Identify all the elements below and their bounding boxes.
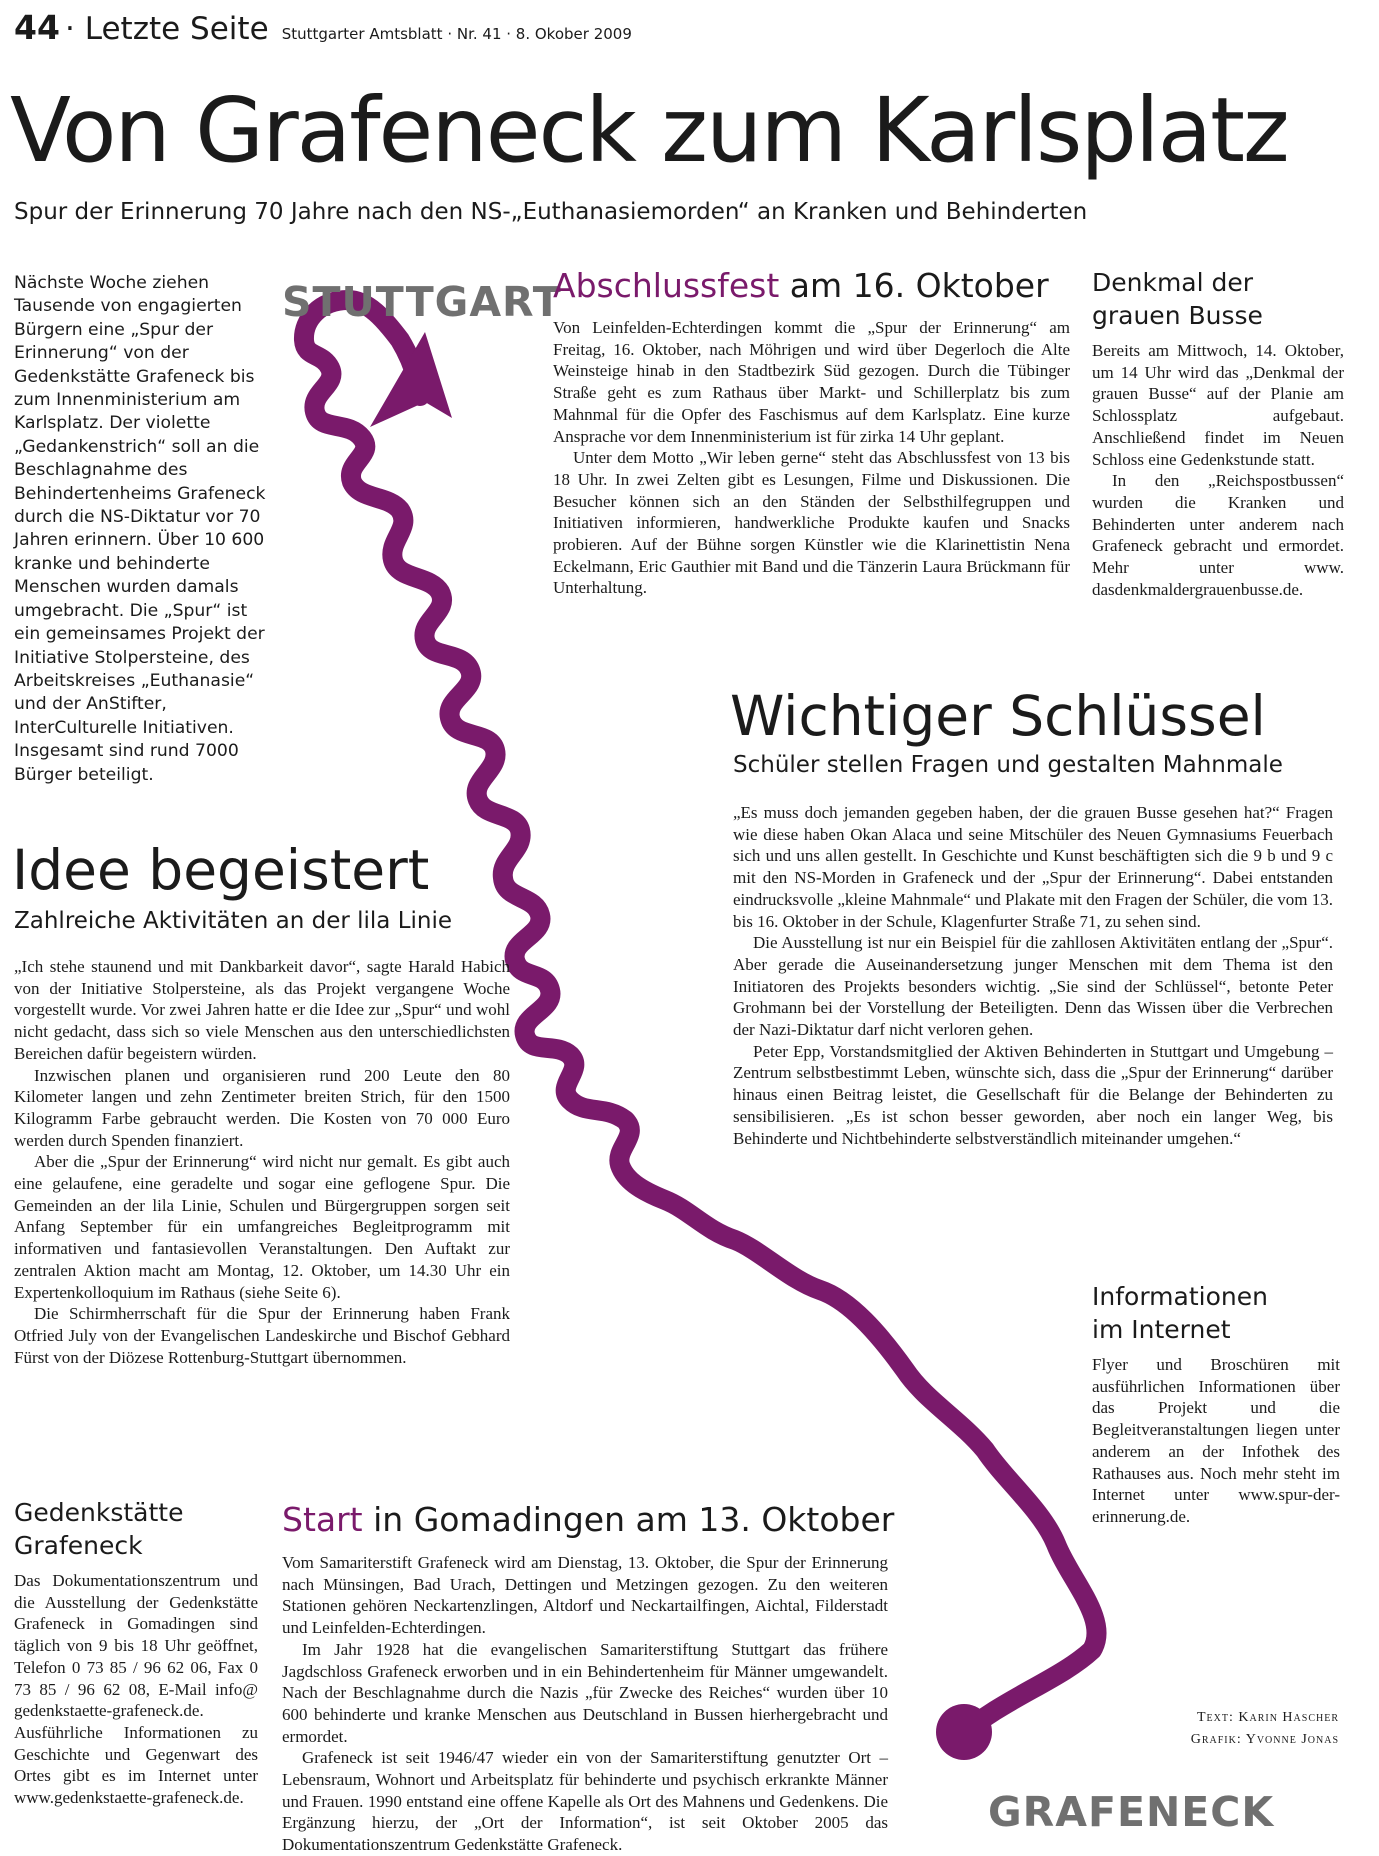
denkmal-heading xyxy=(1092,266,1263,332)
schluessel-article xyxy=(733,802,1333,1149)
info-paragraph: Flyer und Broschüren mit ausführlichen Informationen über das Projekt und die Begleitveranstaltungen liegen unter anderem an der Infothek des Rathauses aus. Noch mehr steht im Internet unter www.spur-der-erinnerung.de. xyxy=(1092,1355,1340,1526)
denkmal-heading-line: grauen Busse xyxy=(1092,301,1263,330)
schluessel-paragraph: Die Ausstellung ist nur ein Beispiel für die zahllosen Aktivitäten entlang der „Spur“. Aber gerade die Auseinandersetzung junger Menschen mit dem Thema ist den Initiatoren des Projekts besonders wichtig. „Sie sind der Schlüssel“, betonte Peter Grohmann bei der Vorstellung der Beteiligten. Denn das Wissen über die Verbrechen der Nazi-Diktatur darf nicht verloren gehen. xyxy=(733,933,1333,1040)
place-label-stuttgart: STUTTGART xyxy=(282,278,562,326)
start-paragraph: Grafeneck ist seit 1946/47 wieder ein von der Samariterstiftung genutzter Ort – Lebensraum, Wohnort und Arbeitsplatz für behinderte und psychisch erkrankte Männer und Frauen. 1990 entstand eine offene Kapelle als Ort des Mahnens und Gedenkens. Die Ergänzung hierzu, der „Ort der Information“, ist seit Oktober 2005 das Dokumentationszentrum Gedenkstätte Grafeneck. xyxy=(282,1748,888,1855)
place-label-grafeneck: GRAFENECK xyxy=(988,1788,1275,1836)
start-article xyxy=(282,1552,888,1856)
idee-paragraph: Aber die „Spur der Erinnerung“ wird nicht nur gemalt. Es gibt auch eine gelaufene, eine geradelte und sogar eine geflogene Spur. Die Gemeinden an der lila Linie, Schulen und Bürgergruppen sorgen seit Anfang September für ein umfangreiches Begleitprogramm mit informativen und fantasievollen Veranstaltungen. Den Auftakt zur zentralen Aktion macht am Montag, 12. Oktober, um 14.30 Uhr ein Expertenkolloquium im Rathaus (siehe Seite 6). xyxy=(14,1152,510,1302)
gedenkstaette-heading-line: Grafeneck xyxy=(14,1531,143,1560)
start-heading-rest: in Gomadingen am 13. Oktober xyxy=(362,1500,895,1539)
schluessel-paragraph: „Es muss doch jemanden gegeben haben, der die grauen Busse gesehen hat?“ Fragen wie diese haben Okan Alaca und seine Mitschüler des Neuen Gymnasiums Feuerbach sich und uns allen gestellt. In Geschichte und Kunst beschäftigten sich die 9 b und 9 c mit den NS-Morden in Grafeneck und der „Spur der Erinnerung“. Dabei entstanden eindrucksvolle „kleine Mahnmale“ und Plakate mit den Fragen der Schüler, die vom 13. bis 16. Oktober in der Schule, Klagenfurter Straße 71, zu sehen sind. xyxy=(733,803,1333,931)
trail-start-dot xyxy=(936,1704,992,1760)
gedenkstaette-article xyxy=(14,1570,258,1809)
idee-subheading: Zahlreiche Aktivitäten an der lila Linie xyxy=(14,908,453,934)
credits xyxy=(1134,1707,1339,1751)
masthead xyxy=(14,8,632,47)
info-heading-line: im Internet xyxy=(1092,1315,1231,1344)
abschluss-heading xyxy=(553,266,1049,305)
schluessel-subheading: Schüler stellen Fragen und gestalten Mahnmale xyxy=(733,752,1283,778)
section-name: · Letzte Seite xyxy=(65,11,269,47)
abschluss-article xyxy=(553,317,1070,599)
intro-text: Nächste Woche ziehen Tausende von engagierten Bürgern eine „Spur der Erinnerung“ von der Gedenkstätte Grafeneck bis zum Innenministerium am Karlsplatz. Der violette „Gedankenstrich“ soll an die Beschlagnahme des Behindertenheims Grafeneck durch die NS-Diktatur vor 70 Jahren erinnern. Über 10 600 kranke und behinderte Menschen wurden damals umgebracht. Die „Spur“ ist ein gemeinsames Projekt der Initiative Stolpersteine, des Arbeitskreises „Euthanasie“ und der AnStifter, InterCulturelle Initiativen. Insgesamt sind rund 7000 Bürger beteiligt. xyxy=(14,273,266,785)
denkmal-paragraph: In den „Reichspostbussen“ wurden die Kranken und Behinderten unter anderem nach Grafeneck gebracht und ermordet. Mehr unter www. dasdenkmaldergrauenbusse.de. xyxy=(1092,471,1344,599)
abschluss-heading-rest: am 16. Oktober xyxy=(779,266,1049,305)
publication-info: Stuttgarter Amtsblatt · Nr. 41 · 8. Okober 2009 xyxy=(281,25,632,43)
idee-heading: Idee begeistert xyxy=(12,838,430,902)
page-number: 44 xyxy=(14,8,60,47)
abschluss-paragraph: Von Leinfelden-Echterdingen kommt die „Spur der Erinnerung“ am Freitag, 16. Oktober, nach Möhrigen und wird über Degerloch die Alte Weinsteige hinab in den Stadtbezirk Süd gezogen. Durch die Tübinger Straße geht es zum Rathaus über Markt- und Schillerplatz bis zum Mahnmal für die Opfer des Faschismus auf dem Karlsplatz. Eine kurze Ansprache vor dem Innenministerium ist für zirka 14 Uhr geplant. xyxy=(553,318,1070,446)
schluessel-heading: Wichtiger Schlüssel xyxy=(730,684,1266,748)
idee-paragraph: Die Schirmherrschaft für die Spur der Erinnerung haben Frank Otfried July von der Evangelischen Landeskirche und Bischof Gebhard Fürst von der Diözese Rottenburg-Stuttgart übernommen. xyxy=(14,1304,510,1367)
info-article xyxy=(1092,1354,1340,1528)
denkmal-article xyxy=(1092,340,1344,600)
page-subtitle: Spur der Erinnerung 70 Jahre nach den NS-„Euthanasiemorden“ an Kranken und Behinderten xyxy=(14,199,1088,225)
abschluss-paragraph: Unter dem Motto „Wir leben gerne“ steht das Abschlussfest von 13 bis 18 Uhr. In zwei Zelten gibt es Lesungen, Filme und Diskussionen. Die Besucher können sich an den Ständen der Selbsthilfegruppen und Initiativen informieren, handwerkliche Produkte kaufen und Snacks probieren. Auf der Bühne sorgen Künstler wie die Klarinettistin Nena Eckelmann, Eric Gauthier mit Band und die Tänzerin Laura Brückmann für Unterhaltung. xyxy=(553,448,1070,598)
gedenkstaette-paragraph: Das Dokumentationszentrum und die Ausstellung der Gedenkstätte Grafeneck in Gomadingen sind täglich von 9 bis 18 Uhr geöffnet, Telefon 0 73 85 / 96 62 06, Fax 0 73 85 / 96 62 08, E-Mail info@ gedenkstaette-grafeneck.de. Ausführliche Informationen zu Geschichte und Gegenwart des Ortes gibt es im Internet unter www.gedenkstaette-grafeneck.de. xyxy=(14,1571,258,1808)
start-paragraph: Im Jahr 1928 hat die evangelischen Samariterstiftung Stuttgart das frühere Jagdschloss Grafeneck erworben und in ein Behindertenheim für Männer umgewandelt. Nach der Beschlagnahme durch die Nazis „für Zwecke des Reiches“ wurden über 10 600 behinderte und kranke Menschen aus Deutschland in Bussen hierhergebracht und ermordet. xyxy=(282,1639,888,1746)
gedenkstaette-heading xyxy=(14,1496,183,1562)
page-title: Von Grafeneck zum Karlsplatz xyxy=(10,78,1288,182)
credit-graphic: Grafik: Yvonne Jonas xyxy=(1190,1732,1339,1747)
schluessel-paragraph: Peter Epp, Vorstandsmitglied der Aktiven Behinderten in Stuttgart und Umgebung – Zentrum selbstbestimmt Leben, wünschte sich, dass die „Spur der Erinnerung“ darüber hinaus einen Beitrag leistet, die Gesellschaft für die Belange der Behinderten zu sensibilisieren. „Es ist schon besser geworden, aber noch ein langer Weg, bis Behinderte und Nichtbehinderte selbstverständlich miteinander umgehen.“ xyxy=(733,1041,1333,1148)
denkmal-paragraph: Bereits am Mittwoch, 14. Oktober, um 14 Uhr wird das „Denkmal der grauen Busse“ auf der Planie am Schlossplatz aufgebaut. Anschließend findet im Neuen Schloss eine Gedenkstunde statt. xyxy=(1092,341,1344,469)
info-heading xyxy=(1092,1280,1268,1346)
abschluss-heading-accent: Abschlussfest xyxy=(553,266,780,305)
info-heading-line: Informationen xyxy=(1092,1282,1268,1311)
idee-paragraph: „Ich stehe staunend und mit Dankbarkeit davor“, sagte Harald Habich von der Initiative Stolpersteine, als das Projekt vergangene Woche vorgestellt wurde. Vor zwei Jahren hatte er die Idee zur „Spur“ und wohl nicht gedacht, dass sich so viele Menschen aus den unterschiedlichsten Bereichen dafür begeistern würden. xyxy=(14,957,510,1063)
start-heading xyxy=(282,1500,894,1539)
idee-article xyxy=(14,956,510,1368)
idee-paragraph: Inzwischen planen und organisieren rund 200 Leute den 80 Kilometer langen und zehn Zentimeter breiten Strich, für den 1500 Kilogramm Farbe gebraucht werden. Die Kosten von 70 000 Euro werden durch Spenden finanziert. xyxy=(14,1065,510,1150)
denkmal-heading-line: Denkmal der xyxy=(1092,268,1254,297)
start-paragraph: Vom Samariterstift Grafeneck wird am Dienstag, 13. Oktober, die Spur der Erinnerung nach Münsingen, Bad Urach, Dettingen und Metzingen gezogen. Zu den weiteren Stationen gehören Neckartenzlingen, Altdorf und Neckartailfingen, Aichtal, Filderstadt und Leinfelden-Echterdingen. xyxy=(282,1553,888,1638)
credit-text: Text: Karin Hascher xyxy=(1197,1710,1339,1725)
gedenkstaette-heading-line: Gedenkstätte xyxy=(14,1498,184,1527)
start-heading-accent: Start xyxy=(282,1500,363,1539)
